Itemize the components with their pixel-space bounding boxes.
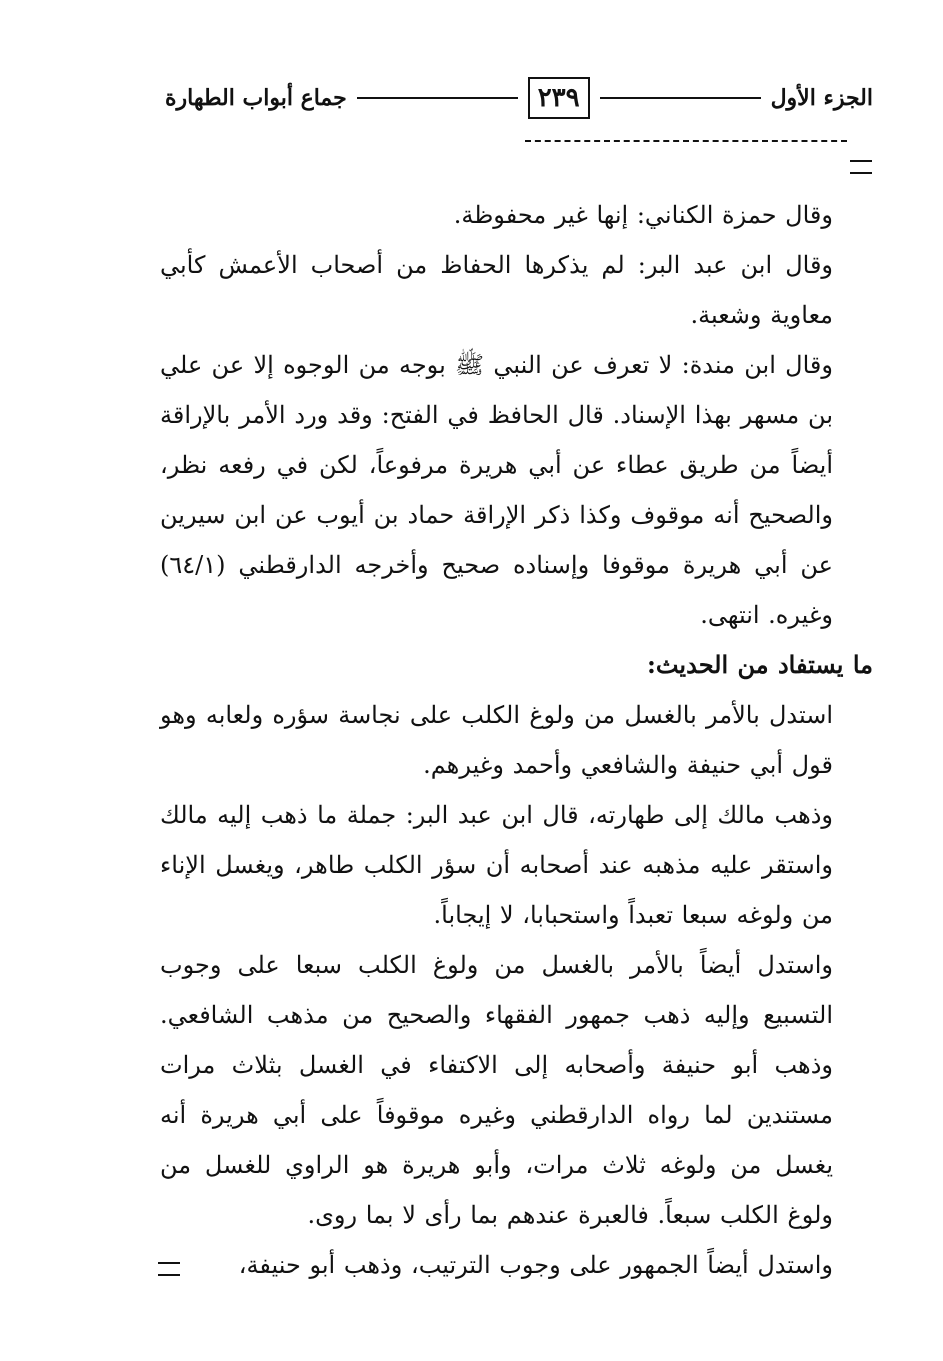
paragraph-1: وقال حمزة الكناني: إنها غير محفوظة. bbox=[453, 201, 833, 229]
paragraph-4: استدل بالأمر بالغسل من ولوغ الكلب على نجاسة سؤره ولعابه وهو قول أبي حنيفة والشافعي وأحمد وغيرهم. bbox=[160, 701, 833, 779]
paragraph-3: وقال ابن مندة: لا تعرف عن النبي ﷺ بوجه من الوجوه إلا عن علي بن مسهر بهذا الإسناد. قال الحافظ في الفتح: وقد ورد الأمر بالإراقة أيضاً من طريق عطاء عن أبي هريرة مرفوعاً، لكن في رفعه نظر، والصحيح أنه موقوف وكذا ذكر الإراقة حماد بن أيوب عن ابن سيرين عن أبي هريرة موقوفا وإسناده صحيح وأخرجه الدارقطني (٦٤/١) وغيره. انتهى. bbox=[160, 351, 834, 629]
page-number: ٢٣٩ bbox=[528, 77, 590, 119]
main-text bbox=[160, 190, 873, 1279]
section-heading: ما يستفاد من الحديث: bbox=[646, 650, 873, 679]
paragraph-6: واستدل أيضاً بالأمر بالغسل من ولوغ الكلب سبعا على وجوب التسبيع وإليه ذهب جمهور الفقهاء والصحيح من مذهب الشافعي. وذهب أبو حنيفة وأصحابه إلى الاكتفاء في الغسل بثلاث مرات مستندين لما رواه الدارقطني وغيره موقوفاً على أبي هريرة أنه يغسل من ولوغه ثلاث مرات، وأبو هريرة هو الراوي للغسل من ولوغ الكلب سبعاً. فالعبرة عندهم بما رأى لا بما روى. bbox=[160, 951, 833, 1229]
header-dashed-rule bbox=[525, 140, 847, 164]
section-title: جماع أبواب الطهارة bbox=[165, 85, 347, 111]
continuation-mark bbox=[158, 1262, 180, 1276]
paragraph-5: وذهب مالك إلى طهارته، قال ابن عبد البر: جملة ما ذهب إليه مالك واستقر عليه مذهبه عند أصحابه أن سؤر الكلب طاهر، ويغسل الإناء من ولوغه سبعا تعبداً واستحبابا، لا إيجاباً. bbox=[160, 801, 833, 929]
header-line-right bbox=[600, 97, 761, 99]
paragraph-7: واستدل أيضاً الجمهور على وجوب الترتيب، وذهب أبو حنيفة، bbox=[238, 1251, 833, 1279]
volume-label: الجزء الأول bbox=[770, 85, 873, 111]
paragraph-2: وقال ابن عبد البر: لم يذكرها الحفاظ من أصحاب الأعمش كأبي معاوية وشعبة. bbox=[160, 251, 834, 329]
page-header bbox=[165, 72, 873, 124]
header-double-rule bbox=[850, 160, 872, 174]
header-line-left bbox=[357, 97, 518, 99]
